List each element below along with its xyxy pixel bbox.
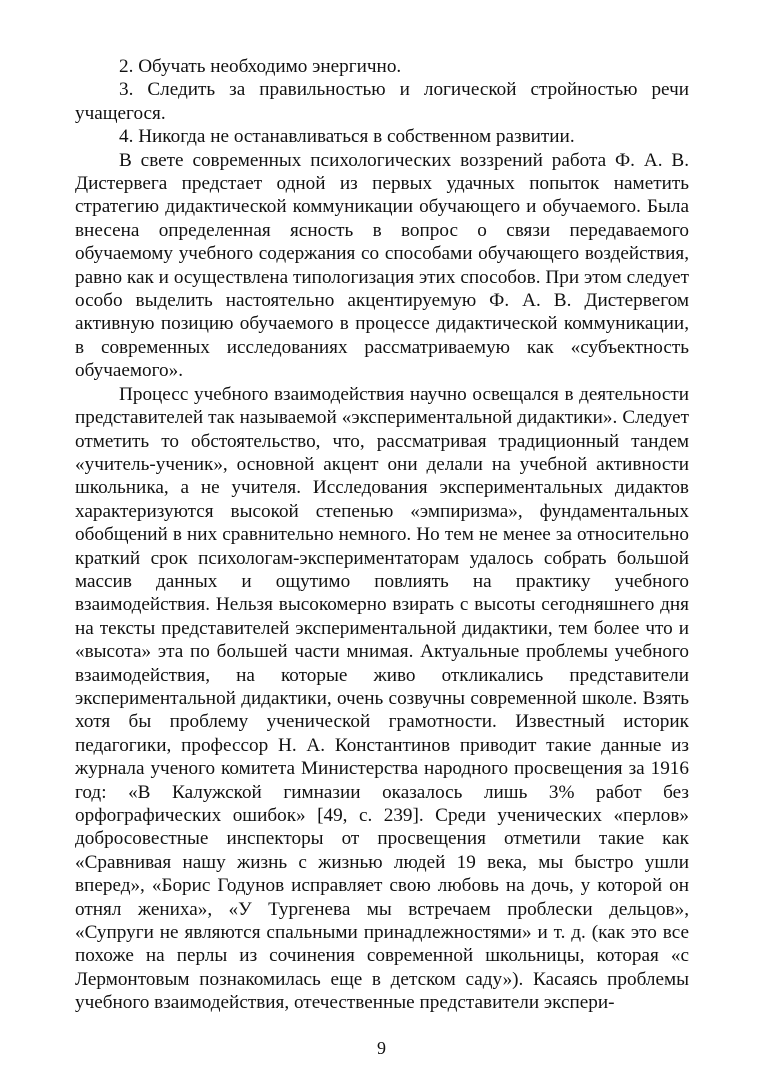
list-item-2: 2. Обучать необходимо энергично. bbox=[119, 56, 402, 77]
paragraph-disterweg: В свете современных психологических воззрений работа Ф. А. В. Дистервега предстает одной из первых удачных попыток наметить стратегию дидактической коммуникации обучающего и обучаемого. Была внесена определенная ясность в вопрос о связи передаваемого обучаемому учебного содержания со способами обучающего воздействия, равно как и осуществлена типологизация этих способов. При этом следует особо выделить настоятельно акцентируемую Ф. А. В. Дистервегом активную позицию обучаемого в процессе дидактической коммуникации, в современных исследованиях рассматриваемую как «субъектность обучаемого». bbox=[75, 149, 689, 382]
page-number: 9 bbox=[377, 1038, 386, 1058]
paragraph-experimental-didactics: Процесс учебного взаимодействия научно освещался в деятельности представителей так называемой «экспериментальной дидактики». Следует отметить то обстоятельство, что, рассматривая традиционный тандем «учитель-ученик», основной акцент они делали на учебной активности школьника, а не учителя. Исследования экспериментальных дидактов характеризуются высокой степенью «эмпиризма», фундаментальных обобщений в них сравнительно немного. Но тем не менее за относительно краткий срок психологам-экспериментаторам удалось собрать большой массив данных и ощутимо повлиять на практику учебного взаимодействия. Нельзя высокомерно взирать с высоты сегодняшнего дня на тексты представителей экспериментальной дидактики, тем более что и «высота» эта по большей части мнимая. Актуальные проблемы учебного взаимодействия, на которые живо откликались представители экспериментальной дидактики, очень созвучны современной школе. Взять хотя бы проблему ученической грамотности. Известный историк педагогики, профессор Н. А. Константинов приводит такие данные из журнала ученого комитета Министерства народного просвещения за 1916 год: «В Калужской гимназии оказалось лишь 3% работ без орфографических ошибок» [49, с. 239]. Среди ученических «перлов» добросовестные инспекторы от просвещения отметили такие как «Сравнивая нашу жизнь с жизнью людей 19 века, мы быстро ушли вперед», «Борис Годунов исправляет свою любовь на дочь, у которой он отнял жениха», «У Тургенева мы встречаем проблески дельцов», «Супруги не являются спальными принадлежностями» и т. д. (как это все похоже на перлы из сочинения современной школьницы, которая «с Лермонтовым познакомилась еще в детском саду»). Касаясь проблемы учебного взаимодействия, отечественные представители экспери- bbox=[75, 383, 689, 1014]
list-item-3: 3. Следить за правильностью и логической стройностью речи учащегося. bbox=[75, 79, 689, 124]
page-body bbox=[75, 55, 689, 1015]
list-item-4: 4. Никогда не останавливаться в собственном развитии. bbox=[119, 126, 575, 148]
